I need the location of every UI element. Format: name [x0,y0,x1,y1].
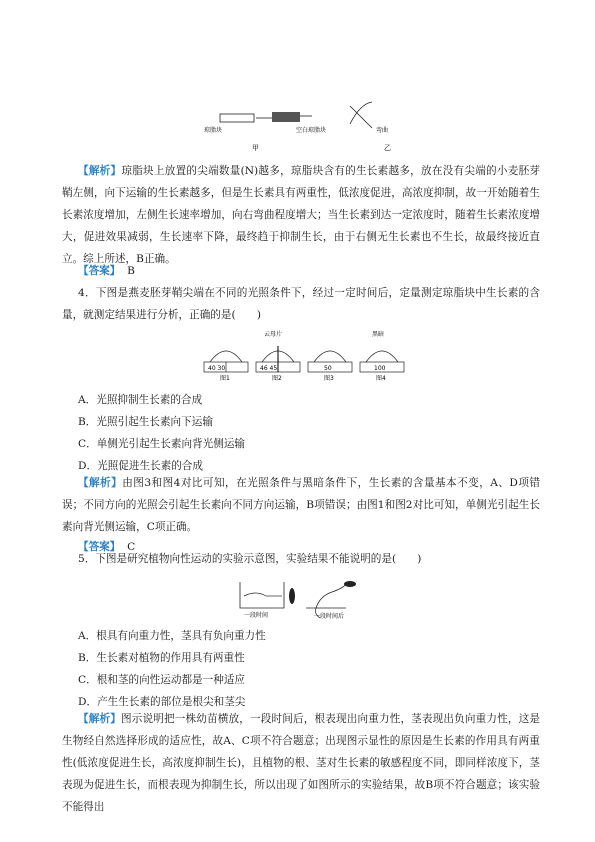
q5-option-c: C．根和茎的向性运动都是一种适应 [78,674,246,686]
fig-dark: 黑暗 [372,331,385,338]
q4-option-d: D．光照促进生长素的合成 [78,460,204,472]
q4-option-a: A．光照抑制生长素的合成 [78,394,203,406]
answer-value: C [127,541,136,553]
fig-label-3: 图3 [324,375,334,382]
fig-label-1: 图1 [220,375,230,382]
fig-value-4: 100 [374,365,386,372]
fig-panel-3 [308,351,352,382]
figure-q5-seedling [236,578,366,620]
analysis-4 [62,472,540,538]
q4-option-c: C．单侧光引起生长素向背光侧运输 [78,438,246,450]
svg-text:空白琼脂块: 空白琼脂块 [296,127,327,134]
label-jia: 甲 [252,144,259,152]
analysis-tag: 【解析】 [78,477,123,489]
q4-option-b: B．光照引起生长素向下运输 [78,416,213,428]
question-4-stem: 4．下图是燕麦胚芽鞘尖端在不同的光照条件下，经过一定时间后，定量测定琼脂块中生长素的含量，就测定结果进行分析，正确的是( ) [62,287,540,321]
fig-label-2: 图2 [272,375,282,382]
figure-q4-coleoptile [200,326,410,382]
analysis-5 [62,708,540,818]
figure-agar-block-experiment [200,94,420,152]
analysis-tag: 【解析】 [78,713,121,725]
fig-label-left: 一段时间 [244,612,269,619]
svg-text:弯曲: 弯曲 [376,127,389,134]
analysis-tag: 【解析】 [78,165,122,177]
answer-tag: 【答案】 [78,541,121,553]
q5-option-b: B．生长素对植物的作用具有两重性 [78,652,245,664]
analysis-text: 图示说明把一株幼苗横放，一段时间后，根表现出向重力性，茎表现出负向重力性，这是生物经自然选择形成的适应性，故A、C项不符合题意；出现图示显性的原因是生长素的作用具有两重性(低浓度促进生长，高浓度抑制生长)，且植物的根、茎对生长素的敏感程度不同，即同样浓度下，茎表现为促进生长，而根表现为抑制生长，所以出现了如图所示的实验结果，故B项不符合题意；该实验不能得出 [62,713,541,813]
analysis-text: 琼脂块上放置的尖端数量(N)越多，琼脂块含有的生长素越多，放在没有尖端的小麦胚芽鞘左侧，向下运输的生长素越多，但是生长素具有两重性，低浓度促进，高浓度抑制，故一开始随着生长素浓度增加，左侧生长速率增加，向右弯曲程度增大；当生长素到达一定浓度时，随着生长素浓度增大，促进效果减弱，生长速率下降，最终趋于抑制生长，由于右侧无生长素也不生长，故最终接近直立。综上所述，B正确。 [62,165,540,265]
analysis-3 [62,160,540,270]
q5-option-d: D．产生生长素的部位是根尖和茎尖 [78,696,246,708]
label-yi: 乙 [384,144,391,152]
question-5-stem: 5．下图是研究植物向性运动的实验示意图，实验结果不能说明的是( ) [78,553,422,565]
analysis-text: 由图3和图4对比可知，在光照条件与黑暗条件下，生长素的含量基本不变，A、D项错误；不同方向的光照会引起生长素向不同方向运输，B项错误；由图1和图2对比可知，单侧光引起生长素向背光侧运输，C项正确。 [62,477,541,533]
q5-option-a: A．根具有向重力性，茎具有负向重力性 [78,630,266,642]
fig-label-4: 图4 [376,375,386,382]
answer-tag: 【答案】 [78,265,121,277]
answer-value: B [127,265,135,277]
fig-value-1: 40 30 [208,365,226,372]
fig-mica: 云母片 [264,331,283,338]
fig-panel-2 [256,330,300,382]
answer-3 [62,261,540,281]
fig-value-2: 46 45 [260,365,278,372]
svg-text:琼脂块: 琼脂块 [204,127,223,134]
fig-panel-4 [360,330,404,382]
fig-value-3: 50 [324,365,332,372]
fig-panel-1 [204,351,248,382]
fig-label-right: 一段时间后 [314,613,345,620]
